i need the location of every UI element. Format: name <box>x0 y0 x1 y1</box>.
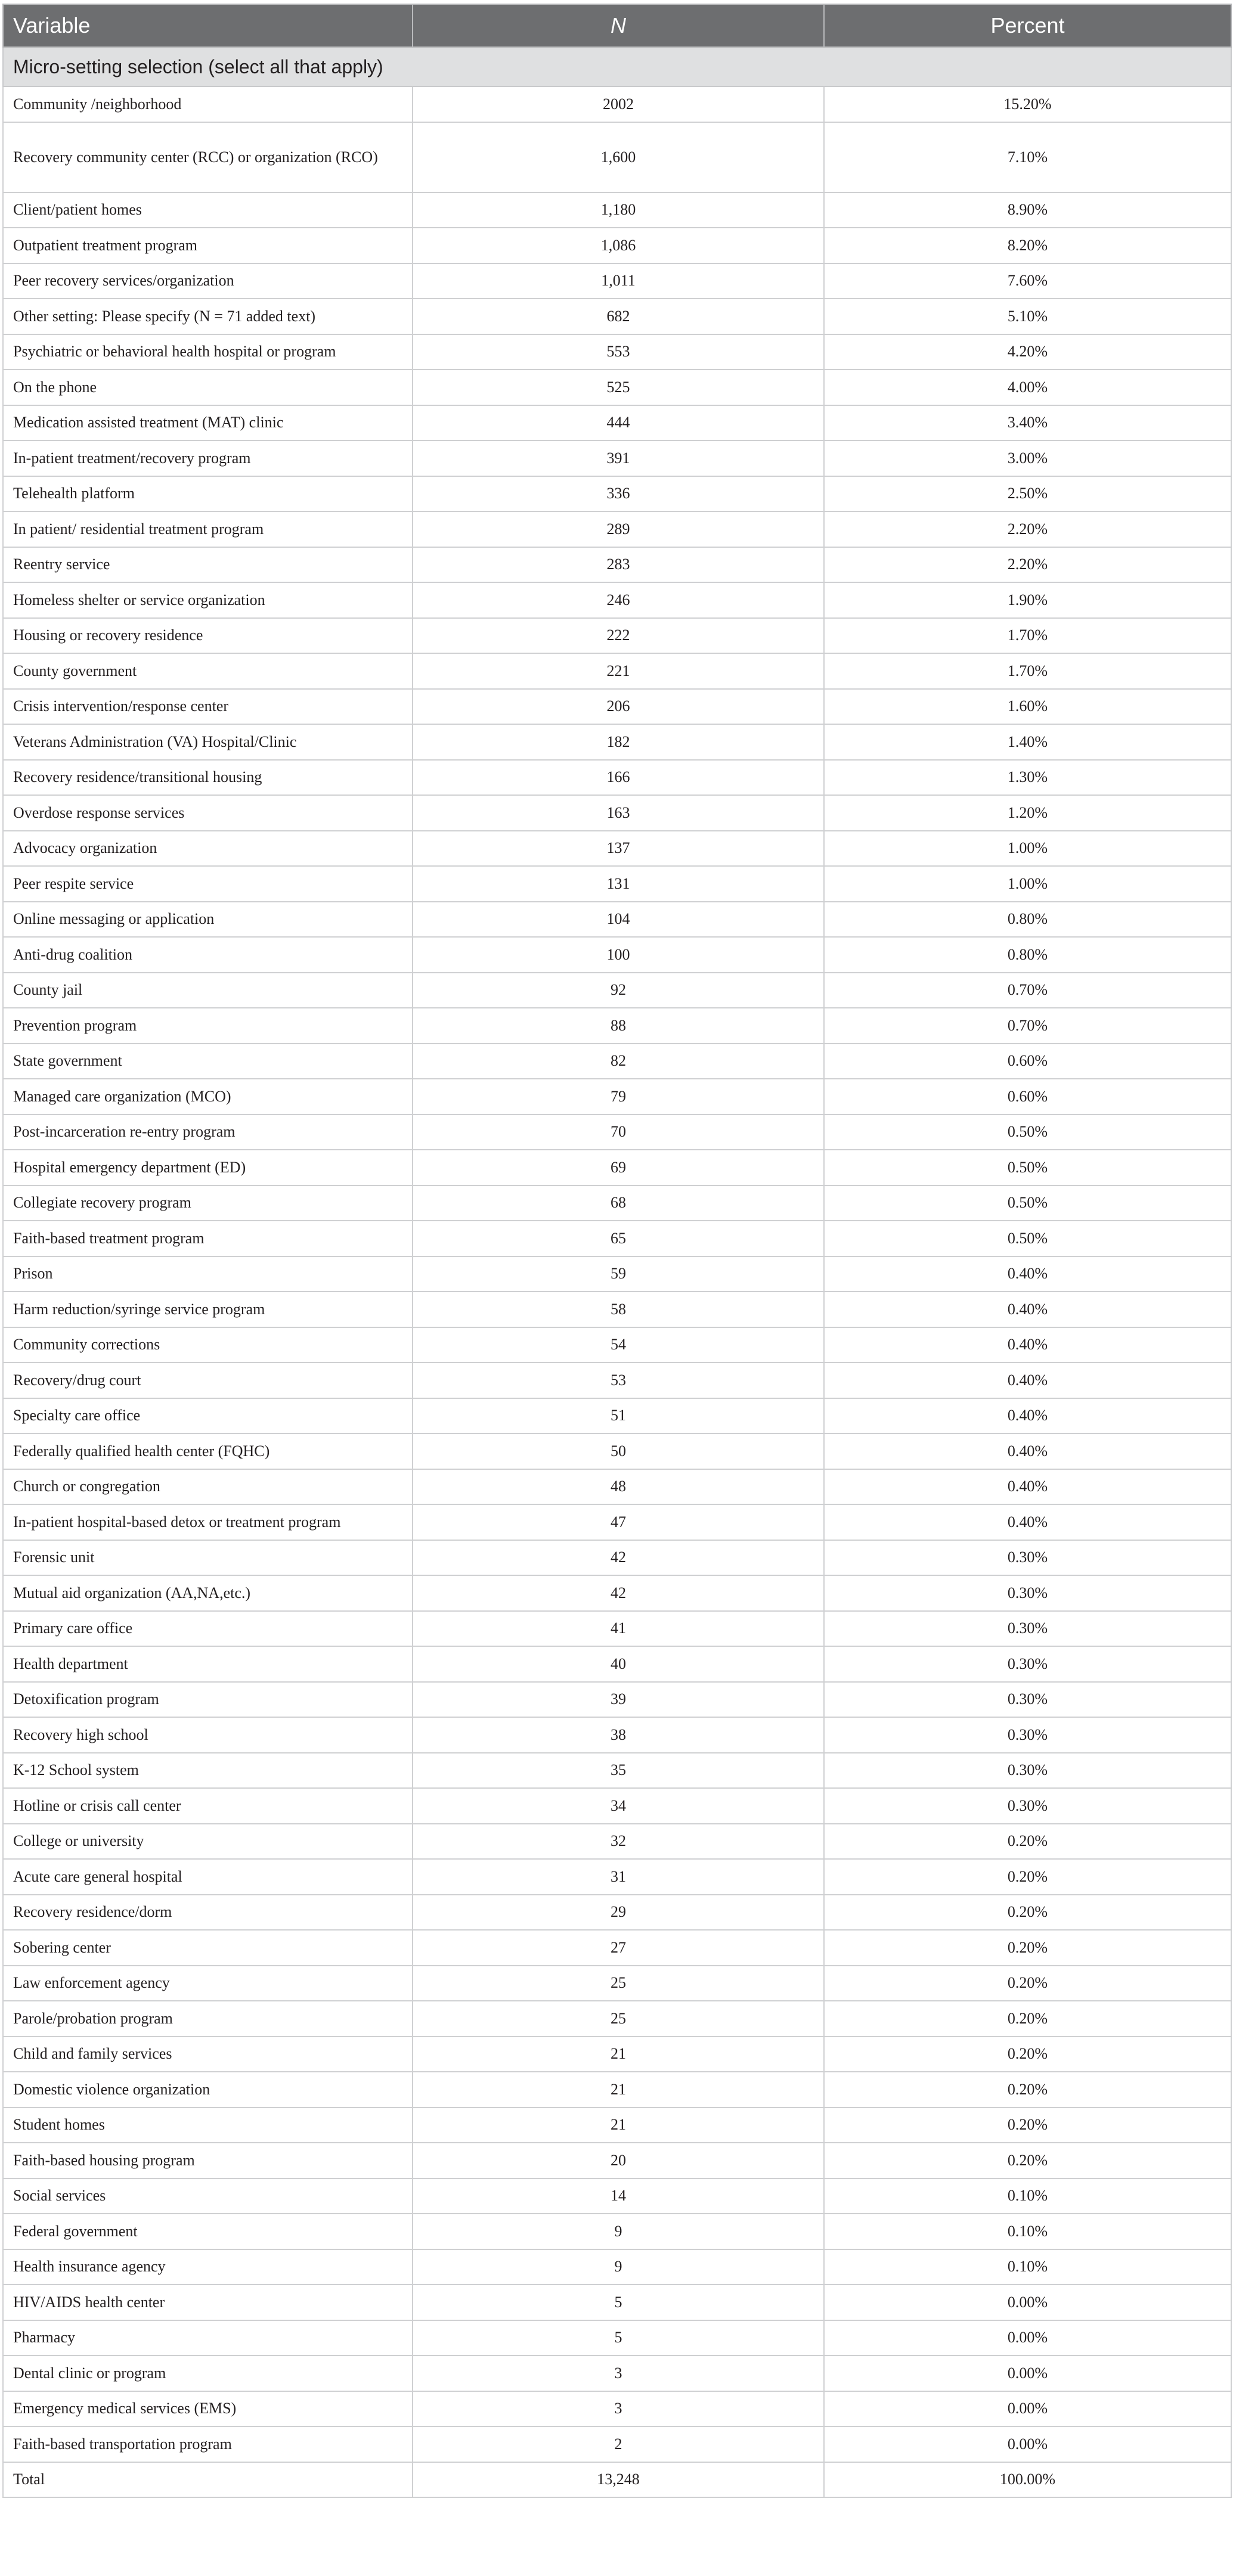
cell-n: 182 <box>413 724 824 760</box>
cell-n: 100 <box>413 937 824 973</box>
cell-n: 9 <box>413 2249 824 2285</box>
cell-n: 29 <box>413 1895 824 1931</box>
cell-variable: Faith-based treatment program <box>3 1221 413 1256</box>
cell-variable: Peer respite service <box>3 866 413 902</box>
cell-percent: 0.60% <box>824 1079 1231 1115</box>
cell-n: 27 <box>413 1930 824 1966</box>
cell-percent: 0.00% <box>824 2285 1231 2320</box>
table-row <box>3 547 1231 583</box>
cell-n: 42 <box>413 1575 824 1611</box>
cell-n: 525 <box>413 370 824 405</box>
table-row <box>3 1895 1231 1931</box>
cell-percent: 0.40% <box>824 1292 1231 1327</box>
cell-n: 69 <box>413 1150 824 1185</box>
table-row <box>3 795 1231 831</box>
table-row <box>3 1008 1231 1044</box>
cell-n: 25 <box>413 2001 824 2037</box>
cell-n: 5 <box>413 2285 824 2320</box>
table-row <box>3 1292 1231 1327</box>
cell-variable: Overdose response services <box>3 795 413 831</box>
table-row <box>3 1150 1231 1185</box>
cell-n: 1,011 <box>413 263 824 299</box>
cell-variable: Health department <box>3 1646 413 1682</box>
cell-variable: College or university <box>3 1824 413 1860</box>
header-variable: Variable <box>3 4 413 47</box>
cell-percent: 0.30% <box>824 1575 1231 1611</box>
cell-percent: 0.60% <box>824 1044 1231 1079</box>
table-row <box>3 1682 1231 1718</box>
cell-variable: Mutual aid organization (AA,NA,etc.) <box>3 1575 413 1611</box>
cell-percent: 1.90% <box>824 582 1231 618</box>
table-row <box>3 937 1231 973</box>
cell-n: 137 <box>413 831 824 867</box>
table-row <box>3 334 1231 370</box>
cell-variable: Post-incarceration re-entry program <box>3 1115 413 1150</box>
cell-n: 104 <box>413 902 824 938</box>
cell-variable: Outpatient treatment program <box>3 228 413 263</box>
table-row <box>3 1185 1231 1221</box>
cell-percent: 0.50% <box>824 1150 1231 1185</box>
cell-n: 88 <box>413 1008 824 1044</box>
table-row <box>3 2214 1231 2249</box>
cell-percent: 7.60% <box>824 263 1231 299</box>
cell-percent: 0.20% <box>824 1930 1231 1966</box>
table-row <box>3 2285 1231 2320</box>
cell-variable: Other setting: Please specify (N = 71 added text) <box>3 299 413 334</box>
cell-variable: Homeless shelter or service organization <box>3 582 413 618</box>
table-row <box>3 831 1231 867</box>
micro-setting-table <box>2 4 1232 2498</box>
cell-n: 3 <box>413 2391 824 2427</box>
table-row <box>3 1540 1231 1576</box>
cell-percent: 0.10% <box>824 2214 1231 2249</box>
cell-n: 47 <box>413 1504 824 1540</box>
cell-variable: HIV/AIDS health center <box>3 2285 413 2320</box>
section-row <box>3 47 1231 86</box>
table-row <box>3 1646 1231 1682</box>
cell-percent: 0.20% <box>824 1859 1231 1895</box>
cell-percent: 0.30% <box>824 1753 1231 1789</box>
cell-percent: 7.10% <box>824 122 1231 193</box>
table-row <box>3 1044 1231 1079</box>
table-row <box>3 1115 1231 1150</box>
cell-n: 163 <box>413 795 824 831</box>
header-n: N <box>413 4 824 47</box>
cell-percent: 0.00% <box>824 2426 1231 2462</box>
cell-n: 5 <box>413 2320 824 2356</box>
cell-variable: Recovery community center (RCC) or organization (RCO) <box>3 122 413 193</box>
table-row <box>3 122 1231 193</box>
cell-n: 31 <box>413 1859 824 1895</box>
cell-variable: Domestic violence organization <box>3 2072 413 2108</box>
cell-percent: 0.20% <box>824 1824 1231 1860</box>
cell-variable: Specialty care office <box>3 1398 413 1434</box>
table-row <box>3 511 1231 547</box>
cell-n: 206 <box>413 689 824 725</box>
cell-n: 283 <box>413 547 824 583</box>
cell-percent: 0.40% <box>824 1363 1231 1398</box>
table-row <box>3 2001 1231 2037</box>
cell-percent: 0.40% <box>824 1398 1231 1434</box>
cell-percent: 0.30% <box>824 1646 1231 1682</box>
cell-n: 166 <box>413 760 824 796</box>
cell-percent: 0.00% <box>824 2320 1231 2356</box>
header-percent: Percent <box>824 4 1231 47</box>
cell-n: 13,248 <box>413 2462 824 2498</box>
cell-n: 65 <box>413 1221 824 1256</box>
table-row <box>3 1611 1231 1647</box>
cell-n: 3 <box>413 2355 824 2391</box>
cell-percent: 0.00% <box>824 2355 1231 2391</box>
cell-variable: Total <box>3 2462 413 2498</box>
table-row <box>3 1469 1231 1505</box>
data-table-container <box>2 4 1231 2498</box>
cell-n: 21 <box>413 2108 824 2143</box>
cell-percent: 4.20% <box>824 334 1231 370</box>
cell-percent: 1.40% <box>824 724 1231 760</box>
cell-variable: Reentry service <box>3 547 413 583</box>
cell-n: 51 <box>413 1398 824 1434</box>
cell-n: 222 <box>413 618 824 654</box>
table-row <box>3 299 1231 334</box>
cell-variable: K-12 School system <box>3 1753 413 1789</box>
cell-n: 221 <box>413 653 824 689</box>
table-row <box>3 1575 1231 1611</box>
cell-variable: Client/patient homes <box>3 193 413 228</box>
cell-variable: In-patient treatment/recovery program <box>3 440 413 476</box>
cell-percent: 0.20% <box>824 2072 1231 2108</box>
cell-variable: Harm reduction/syringe service program <box>3 1292 413 1327</box>
cell-percent: 0.20% <box>824 1895 1231 1931</box>
cell-percent: 0.40% <box>824 1504 1231 1540</box>
cell-percent: 0.20% <box>824 2037 1231 2072</box>
table-row <box>3 370 1231 405</box>
cell-percent: 8.90% <box>824 193 1231 228</box>
cell-n: 82 <box>413 1044 824 1079</box>
cell-n: 9 <box>413 2214 824 2249</box>
table-row <box>3 440 1231 476</box>
table-row <box>3 1363 1231 1398</box>
cell-n: 25 <box>413 1966 824 2001</box>
table-row <box>3 2320 1231 2356</box>
cell-n: 59 <box>413 1256 824 1292</box>
cell-n: 553 <box>413 334 824 370</box>
cell-n: 58 <box>413 1292 824 1327</box>
cell-variable: Crisis intervention/response center <box>3 689 413 725</box>
cell-variable: Managed care organization (MCO) <box>3 1079 413 1115</box>
table-row <box>3 1753 1231 1789</box>
cell-n: 131 <box>413 866 824 902</box>
cell-variable: Veterans Administration (VA) Hospital/Clinic <box>3 724 413 760</box>
cell-percent: 0.50% <box>824 1115 1231 1150</box>
cell-n: 39 <box>413 1682 824 1718</box>
table-row <box>3 476 1231 512</box>
table-row <box>3 2143 1231 2178</box>
cell-n: 336 <box>413 476 824 512</box>
table-row <box>3 2037 1231 2072</box>
cell-percent: 1.00% <box>824 831 1231 867</box>
cell-percent: 0.30% <box>824 1540 1231 1576</box>
cell-percent: 1.00% <box>824 866 1231 902</box>
cell-n: 2 <box>413 2426 824 2462</box>
cell-percent: 0.30% <box>824 1788 1231 1824</box>
cell-n: 79 <box>413 1079 824 1115</box>
cell-variable: Forensic unit <box>3 1540 413 1576</box>
table-row <box>3 2426 1231 2462</box>
table-row <box>3 1079 1231 1115</box>
cell-variable: Anti-drug coalition <box>3 937 413 973</box>
cell-variable: Primary care office <box>3 1611 413 1647</box>
cell-n: 391 <box>413 440 824 476</box>
cell-variable: Church or congregation <box>3 1469 413 1505</box>
cell-n: 54 <box>413 1327 824 1363</box>
cell-percent: 0.20% <box>824 1966 1231 2001</box>
cell-variable: Federally qualified health center (FQHC) <box>3 1433 413 1469</box>
table-row <box>3 405 1231 441</box>
cell-n: 32 <box>413 1824 824 1860</box>
cell-variable: On the phone <box>3 370 413 405</box>
cell-percent: 0.40% <box>824 1433 1231 1469</box>
cell-percent: 1.30% <box>824 760 1231 796</box>
cell-percent: 1.70% <box>824 618 1231 654</box>
table-row <box>3 193 1231 228</box>
cell-n: 21 <box>413 2072 824 2108</box>
cell-n: 21 <box>413 2037 824 2072</box>
cell-n: 289 <box>413 511 824 547</box>
cell-percent: 0.30% <box>824 1682 1231 1718</box>
total-row <box>3 2462 1231 2498</box>
cell-n: 246 <box>413 582 824 618</box>
cell-percent: 0.70% <box>824 1008 1231 1044</box>
table-row <box>3 866 1231 902</box>
cell-n: 41 <box>413 1611 824 1647</box>
cell-variable: Peer recovery services/organization <box>3 263 413 299</box>
cell-variable: Emergency medical services (EMS) <box>3 2391 413 2427</box>
cell-variable: Recovery/drug court <box>3 1363 413 1398</box>
cell-n: 38 <box>413 1717 824 1753</box>
cell-percent: 0.00% <box>824 2391 1231 2427</box>
table-row <box>3 902 1231 938</box>
table-row <box>3 1398 1231 1434</box>
table-row <box>3 2178 1231 2214</box>
table-row <box>3 689 1231 725</box>
cell-variable: Community /neighborhood <box>3 86 413 122</box>
cell-percent: 0.70% <box>824 973 1231 1008</box>
cell-percent: 0.40% <box>824 1469 1231 1505</box>
cell-variable: Health insurance agency <box>3 2249 413 2285</box>
cell-variable: Prison <box>3 1256 413 1292</box>
cell-variable: In patient/ residential treatment program <box>3 511 413 547</box>
cell-percent: 3.00% <box>824 440 1231 476</box>
cell-variable: Student homes <box>3 2108 413 2143</box>
cell-n: 68 <box>413 1185 824 1221</box>
cell-percent: 100.00% <box>824 2462 1231 2498</box>
cell-percent: 0.30% <box>824 1717 1231 1753</box>
cell-percent: 2.50% <box>824 476 1231 512</box>
cell-variable: Sobering center <box>3 1930 413 1966</box>
table-row <box>3 1824 1231 1860</box>
cell-variable: Collegiate recovery program <box>3 1185 413 1221</box>
table-body <box>3 47 1231 2497</box>
cell-percent: 8.20% <box>824 228 1231 263</box>
cell-percent: 2.20% <box>824 547 1231 583</box>
table-row <box>3 228 1231 263</box>
cell-variable: Dental clinic or program <box>3 2355 413 2391</box>
cell-percent: 0.40% <box>824 1256 1231 1292</box>
table-row <box>3 618 1231 654</box>
cell-variable: Faith-based transportation program <box>3 2426 413 2462</box>
cell-variable: Federal government <box>3 2214 413 2249</box>
header-row <box>3 4 1231 47</box>
section-title: Micro-setting selection (select all that apply) <box>3 47 1231 86</box>
cell-percent: 0.20% <box>824 2001 1231 2037</box>
cell-variable: State government <box>3 1044 413 1079</box>
cell-variable: Child and family services <box>3 2037 413 2072</box>
table-row <box>3 1433 1231 1469</box>
cell-n: 2002 <box>413 86 824 122</box>
table-row <box>3 1788 1231 1824</box>
cell-percent: 1.60% <box>824 689 1231 725</box>
cell-percent: 0.40% <box>824 1327 1231 1363</box>
cell-n: 20 <box>413 2143 824 2178</box>
table-row <box>3 86 1231 122</box>
table-row <box>3 2355 1231 2391</box>
cell-variable: Medication assisted treatment (MAT) clinic <box>3 405 413 441</box>
cell-percent: 0.80% <box>824 937 1231 973</box>
cell-percent: 0.50% <box>824 1221 1231 1256</box>
cell-variable: Detoxification program <box>3 1682 413 1718</box>
cell-percent: 0.50% <box>824 1185 1231 1221</box>
cell-variable: In-patient hospital-based detox or treatment program <box>3 1504 413 1540</box>
cell-variable: Community corrections <box>3 1327 413 1363</box>
cell-variable: Psychiatric or behavioral health hospital or program <box>3 334 413 370</box>
table-row <box>3 1327 1231 1363</box>
table-row <box>3 263 1231 299</box>
cell-variable: Recovery residence/transitional housing <box>3 760 413 796</box>
cell-variable: Recovery residence/dorm <box>3 1895 413 1931</box>
cell-percent: 2.20% <box>824 511 1231 547</box>
table-row <box>3 2072 1231 2108</box>
cell-variable: County jail <box>3 973 413 1008</box>
cell-variable: Prevention program <box>3 1008 413 1044</box>
table-row <box>3 582 1231 618</box>
cell-percent: 1.70% <box>824 653 1231 689</box>
cell-variable: Law enforcement agency <box>3 1966 413 2001</box>
cell-variable: Hotline or crisis call center <box>3 1788 413 1824</box>
cell-n: 444 <box>413 405 824 441</box>
cell-n: 42 <box>413 1540 824 1576</box>
cell-n: 1,600 <box>413 122 824 193</box>
table-row <box>3 653 1231 689</box>
cell-percent: 1.20% <box>824 795 1231 831</box>
cell-percent: 15.20% <box>824 86 1231 122</box>
cell-variable: Telehealth platform <box>3 476 413 512</box>
cell-percent: 5.10% <box>824 299 1231 334</box>
cell-n: 70 <box>413 1115 824 1150</box>
table-row <box>3 1717 1231 1753</box>
cell-n: 35 <box>413 1753 824 1789</box>
table-row <box>3 1504 1231 1540</box>
cell-n: 48 <box>413 1469 824 1505</box>
cell-percent: 0.10% <box>824 2249 1231 2285</box>
table-row <box>3 760 1231 796</box>
cell-n: 50 <box>413 1433 824 1469</box>
table-row <box>3 973 1231 1008</box>
table-row <box>3 1930 1231 1966</box>
cell-variable: Acute care general hospital <box>3 1859 413 1895</box>
table-row <box>3 2249 1231 2285</box>
cell-percent: 0.30% <box>824 1611 1231 1647</box>
table-row <box>3 1966 1231 2001</box>
cell-variable: Parole/probation program <box>3 2001 413 2037</box>
cell-percent: 0.10% <box>824 2178 1231 2214</box>
cell-n: 40 <box>413 1646 824 1682</box>
table-row <box>3 724 1231 760</box>
cell-variable: Advocacy organization <box>3 831 413 867</box>
cell-variable: Social services <box>3 2178 413 2214</box>
table-row <box>3 1859 1231 1895</box>
cell-variable: Pharmacy <box>3 2320 413 2356</box>
cell-variable: County government <box>3 653 413 689</box>
table-row <box>3 1221 1231 1256</box>
cell-n: 34 <box>413 1788 824 1824</box>
table-row <box>3 2108 1231 2143</box>
cell-variable: Faith-based housing program <box>3 2143 413 2178</box>
cell-variable: Online messaging or application <box>3 902 413 938</box>
cell-n: 1,180 <box>413 193 824 228</box>
cell-n: 1,086 <box>413 228 824 263</box>
table-header <box>3 4 1231 47</box>
cell-percent: 0.80% <box>824 902 1231 938</box>
cell-n: 682 <box>413 299 824 334</box>
cell-n: 14 <box>413 2178 824 2214</box>
table-row <box>3 2391 1231 2427</box>
cell-variable: Recovery high school <box>3 1717 413 1753</box>
cell-n: 92 <box>413 973 824 1008</box>
cell-percent: 4.00% <box>824 370 1231 405</box>
cell-n: 53 <box>413 1363 824 1398</box>
cell-percent: 3.40% <box>824 405 1231 441</box>
cell-percent: 0.20% <box>824 2143 1231 2178</box>
cell-variable: Housing or recovery residence <box>3 618 413 654</box>
cell-percent: 0.20% <box>824 2108 1231 2143</box>
table-row <box>3 1256 1231 1292</box>
cell-variable: Hospital emergency department (ED) <box>3 1150 413 1185</box>
